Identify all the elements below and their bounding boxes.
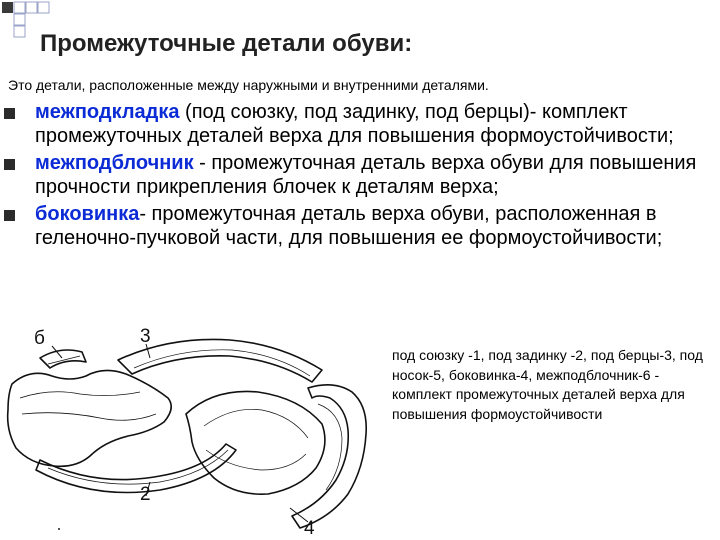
- stray-dot-decoration: [58, 528, 60, 530]
- bullet-term: межподблочник: [35, 152, 194, 174]
- diagram-label-2: 2: [140, 484, 151, 505]
- bullet-text: - промежуточная деталь верха обуви, расположенная в геленочно-пучковой части, для повышения ее формоустойчивости;: [35, 203, 663, 249]
- bullet-term: боковинка: [35, 203, 140, 225]
- bullet-item: [4, 100, 716, 148]
- diagram-label-3: 3: [140, 326, 151, 347]
- part-6-shape: [40, 350, 86, 368]
- diagram-label-6: б: [34, 328, 45, 349]
- slide-title: Промежуточные детали обуви:: [40, 30, 413, 57]
- slide-subtitle: Это детали, расположенные между наружными и внутренними деталями.: [8, 77, 489, 93]
- bullet-item: [4, 202, 716, 250]
- shoe-parts-diagram: [0, 318, 380, 540]
- part-vamp-shape: [8, 370, 172, 466]
- diagram-caption: под союзку -1, под задинку -2, под берцы-3, под носок-5, боковинка-4, межподблочник-6 - комплект промежуточных деталей верха для повышения формоустойчивости: [392, 347, 703, 422]
- bullet-square-icon: [4, 108, 15, 119]
- bullet-item: [4, 151, 716, 199]
- bullet-text: (под союзку, под задинку, под берцы)- комплект промежуточных деталей верха для повышения формоустойчивости;: [35, 101, 674, 147]
- diagram-label-4: 4: [304, 518, 315, 539]
- bullet-square-icon: [4, 210, 15, 221]
- bullet-text: - промежуточная деталь верха обуви для повышения прочности прикрепления блочек к деталям верха;: [35, 152, 697, 198]
- part-center-shape: [186, 391, 325, 494]
- bullet-square-icon: [4, 159, 15, 170]
- bullet-list: [4, 100, 716, 250]
- bullet-term: межподкладка: [35, 101, 180, 123]
